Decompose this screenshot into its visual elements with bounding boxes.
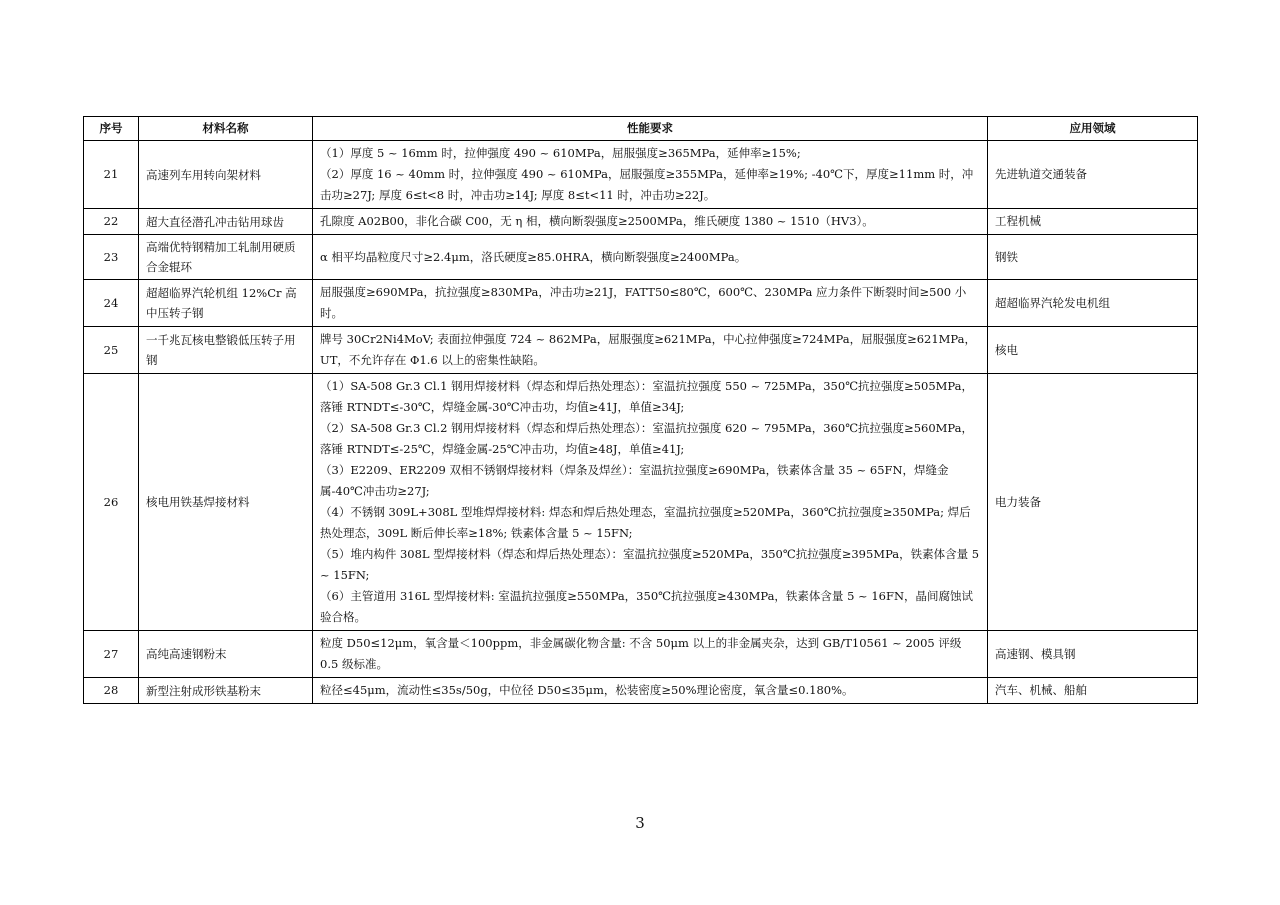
performance-requirements: [313, 327, 988, 374]
performance-item: （1）厚度 5 ~ 16mm 时，拉伸强度 490 ~ 610MPa，屈服强度≥365MPa，延伸率≥15%;: [320, 146, 801, 160]
row-number: 27: [84, 631, 139, 678]
material-name: 高纯高速钢粉末: [139, 631, 313, 678]
row-number: 28: [84, 678, 139, 704]
header-performance: 性能要求: [313, 117, 988, 141]
row-number: 25: [84, 327, 139, 374]
performance-item: （1）SA-508 Gr.3 Cl.1 钢用焊接材料（焊态和焊后热处理态）：室温抗拉强度 550 ~ 725MPa，350℃抗拉强度≥505MPa，落锤 RTNDT≤-30℃，焊缝金属-30℃冲击功，均值≥41J，单值≥34J;: [320, 379, 973, 414]
performance-item: 粒度 D50≤12μm，氧含量＜100ppm，非金属碳化物含量: 不含 50μm 以上的非金属夹杂，达到 GB/T10561 ~ 2005 评级 0.5 级标准。: [320, 636, 962, 671]
header-application: 应用领域: [988, 117, 1198, 141]
performance-item: （3）E2209、ER2209 双相不锈钢焊接材料（焊条及焊丝）：室温抗拉强度≥690MPa，铁素体含量 35 ~ 65FN，焊缝金属-40℃冲击功≥27J;: [320, 463, 949, 498]
material-name: 超超临界汽轮机组 12%Cr 高中压转子钢: [139, 280, 313, 327]
table-row: [84, 327, 1198, 374]
table-row: [84, 235, 1198, 280]
performance-requirements: [313, 374, 988, 631]
table-header-row: [84, 117, 1198, 141]
performance-item: 牌号 30Cr2Ni4MoV; 表面拉伸强度 724 ~ 862MPa，屈服强度≥621MPa，中心拉伸强度≥724MPa，屈服强度≥621MPa，UT，不允许存在 Φ1.6 以上的密集性缺陷。: [320, 332, 977, 367]
material-name: 新型注射成形铁基粉末: [139, 678, 313, 704]
application-field: 汽车、机械、船舶: [988, 678, 1198, 704]
application-field: 工程机械: [988, 209, 1198, 235]
performance-requirements: [313, 209, 988, 235]
application-field: 超超临界汽轮发电机组: [988, 280, 1198, 327]
application-field: 电力装备: [988, 374, 1198, 631]
header-no: 序号: [84, 117, 139, 141]
application-field: 先进轨道交通装备: [988, 141, 1198, 209]
performance-item: 粒径≤45μm，流动性≤35s/50g，中位径 D50≤35μm，松装密度≥50%理论密度，氧含量≤0.180%。: [320, 683, 854, 697]
table-row: [84, 280, 1198, 327]
performance-requirements: [313, 631, 988, 678]
table-body: [84, 141, 1198, 704]
performance-requirements: [313, 141, 988, 209]
application-field: 核电: [988, 327, 1198, 374]
row-number: 23: [84, 235, 139, 280]
performance-requirements: [313, 678, 988, 704]
header-material-name: 材料名称: [139, 117, 313, 141]
performance-item: （2）SA-508 Gr.3 Cl.2 钢用焊接材料（焊态和焊后热处理态）：室温抗拉强度 620 ~ 795MPa，360℃抗拉强度≥560MPa，落锤 RTNDT≤-25℃，焊缝金属-25℃冲击功，均值≥48J，单值≥41J;: [320, 421, 973, 456]
performance-item: 屈服强度≥690MPa，抗拉强度≥830MPa，冲击功≥21J，FATT50≤80℃，600℃、230MPa 应力条件下断裂时间≥500 小时。: [320, 285, 967, 320]
performance-item: （4）不锈钢 309L+308L 型堆焊焊接材料: 焊态和焊后热处理态，室温抗拉强度≥520MPa，360℃抗拉强度≥350MPa; 焊后热处理态，309L 断后伸长率≥18%; 铁素体含量 5 ~ 15FN;: [320, 505, 971, 540]
table-row: [84, 209, 1198, 235]
performance-item: α 相平均晶粒度尺寸≥2.4μm，洛氏硬度≥85.0HRA，横向断裂强度≥2400MPa。: [320, 249, 747, 264]
row-number: 26: [84, 374, 139, 631]
row-number: 22: [84, 209, 139, 235]
materials-table: [83, 116, 1198, 704]
row-number: 21: [84, 141, 139, 209]
material-name: 核电用铁基焊接材料: [139, 374, 313, 631]
material-name: 高端优特钢精加工轧制用硬质合金辊环: [139, 235, 313, 280]
row-number: 24: [84, 280, 139, 327]
material-name: 超大直径潜孔冲击钻用球齿: [139, 209, 313, 235]
page-number: 3: [635, 814, 645, 832]
application-field: 高速钢、模具钢: [988, 631, 1198, 678]
material-name: 一千兆瓦核电整锻低压转子用钢: [139, 327, 313, 374]
application-field: 钢铁: [988, 235, 1198, 280]
table-row: [84, 374, 1198, 631]
performance-item: （2）厚度 16 ~ 40mm 时，拉伸强度 490 ~ 610MPa，屈服强度≥355MPa，延伸率≥19%; -40℃下，厚度≥11mm 时，冲击功≥27J; 厚度 6≤t<8 时，冲击功≥14J; 厚度 8≤t<11 时，冲击功≥22J。: [320, 167, 974, 202]
table-row: [84, 631, 1198, 678]
performance-item: 孔隙度 A02B00，非化合碳 C00，无 η 相，横向断裂强度≥2500MPa，维氏硬度 1380 ~ 1510（HV3）。: [320, 214, 874, 228]
table-row: [84, 678, 1198, 704]
material-name: 高速列车用转向架材料: [139, 141, 313, 209]
performance-item: （6）主管道用 316L 型焊接材料: 室温抗拉强度≥550MPa，350℃抗拉强度≥430MPa，铁素体含量 5 ~ 16FN，晶间腐蚀试验合格。: [320, 589, 974, 624]
performance-item: （5）堆内构件 308L 型焊接材料（焊态和焊后热处理态）：室温抗拉强度≥520MPa，350℃抗拉强度≥395MPa，铁素体含量 5 ~ 15FN;: [320, 547, 980, 582]
performance-requirements: [313, 235, 988, 280]
performance-requirements: [313, 280, 988, 327]
table-row: [84, 141, 1198, 209]
